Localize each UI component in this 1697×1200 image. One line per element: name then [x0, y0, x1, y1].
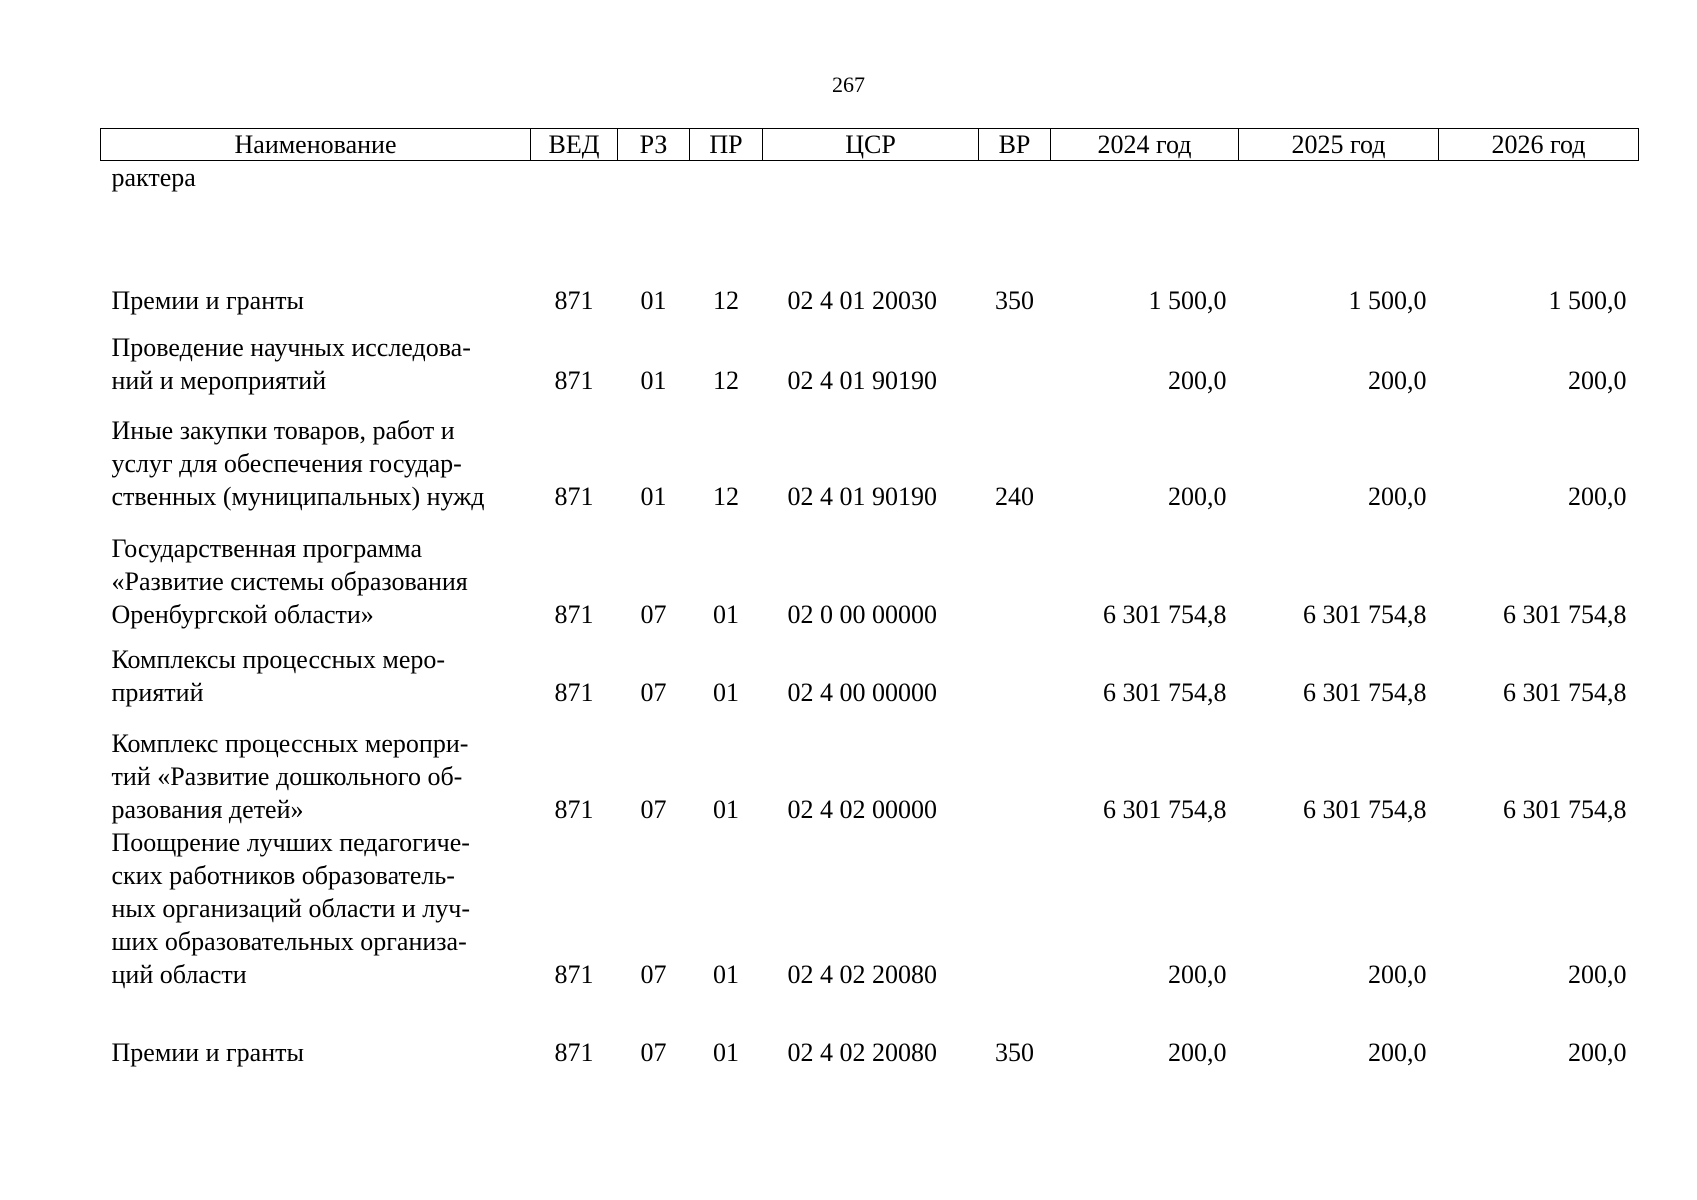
row-2025: 200,0 — [1368, 960, 1427, 989]
row-name: Комплексы процессных меро- приятий — [111, 645, 446, 707]
row-2025: 6 301 754,8 — [1303, 795, 1427, 824]
page-number: 267 — [832, 72, 865, 97]
row-2025: 1 500,0 — [1348, 286, 1427, 315]
row-2025 — [1239, 161, 1439, 195]
row-ved: 871 — [554, 600, 594, 629]
row-2026: 6 301 754,8 — [1503, 600, 1627, 629]
row-2025: 200,0 — [1368, 482, 1427, 511]
row-pr: 12 — [713, 286, 739, 315]
row-csr — [763, 161, 979, 195]
row-2024: 1 500,0 — [1148, 286, 1227, 315]
row-name: Проведение научных исследова- ний и мероприятий — [111, 333, 471, 395]
row-name: Премии и гранты — [111, 1038, 304, 1067]
row-2026: 6 301 754,8 — [1503, 678, 1627, 707]
row-pr: 01 — [713, 795, 739, 824]
row-rz: 01 — [640, 286, 667, 315]
row-2025: 200,0 — [1368, 1038, 1427, 1067]
header-rz: РЗ — [618, 129, 690, 161]
row-2026 — [1439, 161, 1639, 195]
row-vr: 350 — [995, 286, 1034, 315]
row-2024: 6 301 754,8 — [1103, 795, 1227, 824]
row-2025: 200,0 — [1368, 366, 1427, 395]
table-row — [101, 991, 1639, 1069]
row-2024: 6 301 754,8 — [1103, 678, 1227, 707]
row-2026: 1 500,0 — [1548, 286, 1627, 315]
header-2026: 2026 год — [1439, 129, 1639, 161]
row-rz: 07 — [640, 600, 667, 629]
row-pr: 12 — [713, 482, 739, 511]
table-row — [101, 709, 1639, 826]
row-csr: 02 4 01 90190 — [787, 482, 937, 511]
table-row — [101, 317, 1639, 397]
row-rz: 07 — [640, 795, 667, 824]
header-2025: 2025 год — [1239, 129, 1439, 161]
row-csr: 02 4 02 00000 — [787, 795, 937, 824]
row-2024: 6 301 754,8 — [1103, 600, 1227, 629]
row-ved: 871 — [554, 795, 594, 824]
row-vr — [979, 161, 1051, 195]
table-row — [101, 397, 1639, 513]
row-vr: 240 — [995, 482, 1034, 511]
row-ved: 871 — [554, 960, 594, 989]
row-vr — [979, 513, 1051, 631]
table-row — [101, 194, 1639, 317]
budget-table — [100, 128, 1639, 1069]
row-name: рактера — [111, 163, 196, 192]
row-name: Иные закупки товаров, работ и услуг для обеспечения государ- ственных (муниципальных) нужд — [111, 416, 485, 511]
table-row — [101, 513, 1639, 631]
table-row — [101, 631, 1639, 709]
row-ved: 871 — [554, 286, 594, 315]
header-ved: ВЕД — [531, 129, 618, 161]
row-pr: 01 — [713, 600, 739, 629]
row-ved: 871 — [554, 1038, 594, 1067]
row-ved: 871 — [554, 482, 594, 511]
row-pr: 01 — [713, 960, 739, 989]
row-2025: 6 301 754,8 — [1303, 600, 1427, 629]
row-2026: 200,0 — [1568, 960, 1627, 989]
row-2024: 200,0 — [1168, 482, 1227, 511]
row-pr: 12 — [713, 366, 739, 395]
row-pr — [690, 161, 763, 195]
row-rz: 01 — [640, 366, 667, 395]
row-pr: 01 — [713, 1038, 739, 1067]
row-vr — [979, 709, 1051, 826]
header-name: Наименование — [101, 129, 531, 161]
row-name: Комплекс процессных меропри- тий «Развитие дошкольного об- разования детей» — [111, 729, 469, 824]
row-2026: 200,0 — [1568, 366, 1627, 395]
row-rz: 01 — [640, 482, 667, 511]
row-rz: 07 — [640, 1038, 667, 1067]
header-2024: 2024 год — [1051, 129, 1239, 161]
row-vr: 350 — [995, 1038, 1034, 1067]
row-2026: 200,0 — [1568, 482, 1627, 511]
row-rz: 07 — [640, 678, 667, 707]
row-ved: 871 — [554, 678, 594, 707]
row-rz: 07 — [640, 960, 667, 989]
row-csr: 02 0 00 00000 — [787, 600, 937, 629]
row-vr — [979, 317, 1051, 397]
row-csr: 02 4 00 00000 — [787, 678, 937, 707]
table-row — [101, 161, 1639, 195]
row-2024: 200,0 — [1168, 960, 1227, 989]
row-pr: 01 — [713, 678, 739, 707]
row-ved — [531, 161, 618, 195]
row-csr: 02 4 01 90190 — [787, 366, 937, 395]
row-2024: 200,0 — [1168, 1038, 1227, 1067]
row-2025: 6 301 754,8 — [1303, 678, 1427, 707]
row-name: Государственная программа «Развитие системы образования Оренбургской области» — [111, 534, 468, 629]
row-2024: 200,0 — [1168, 366, 1227, 395]
row-csr: 02 4 02 20080 — [787, 960, 937, 989]
row-2026: 200,0 — [1568, 1038, 1627, 1067]
row-rz — [618, 161, 690, 195]
table-row — [101, 826, 1639, 991]
row-csr: 02 4 02 20080 — [787, 1038, 937, 1067]
row-csr: 02 4 01 20030 — [787, 286, 937, 315]
row-name: Премии и гранты — [111, 286, 304, 315]
row-2026: 6 301 754,8 — [1503, 795, 1627, 824]
header-csr: ЦСР — [763, 129, 979, 161]
table-header-row — [101, 129, 1639, 161]
header-pr: ПР — [690, 129, 763, 161]
row-vr — [979, 826, 1051, 991]
header-vr: ВР — [979, 129, 1051, 161]
row-2024 — [1051, 161, 1239, 195]
row-vr — [979, 631, 1051, 709]
row-name: Поощрение лучших педагогиче- ских работников образователь- ных организаций области и луч- ших образовательных организа- ций области — [111, 828, 471, 989]
row-ved: 871 — [554, 366, 594, 395]
